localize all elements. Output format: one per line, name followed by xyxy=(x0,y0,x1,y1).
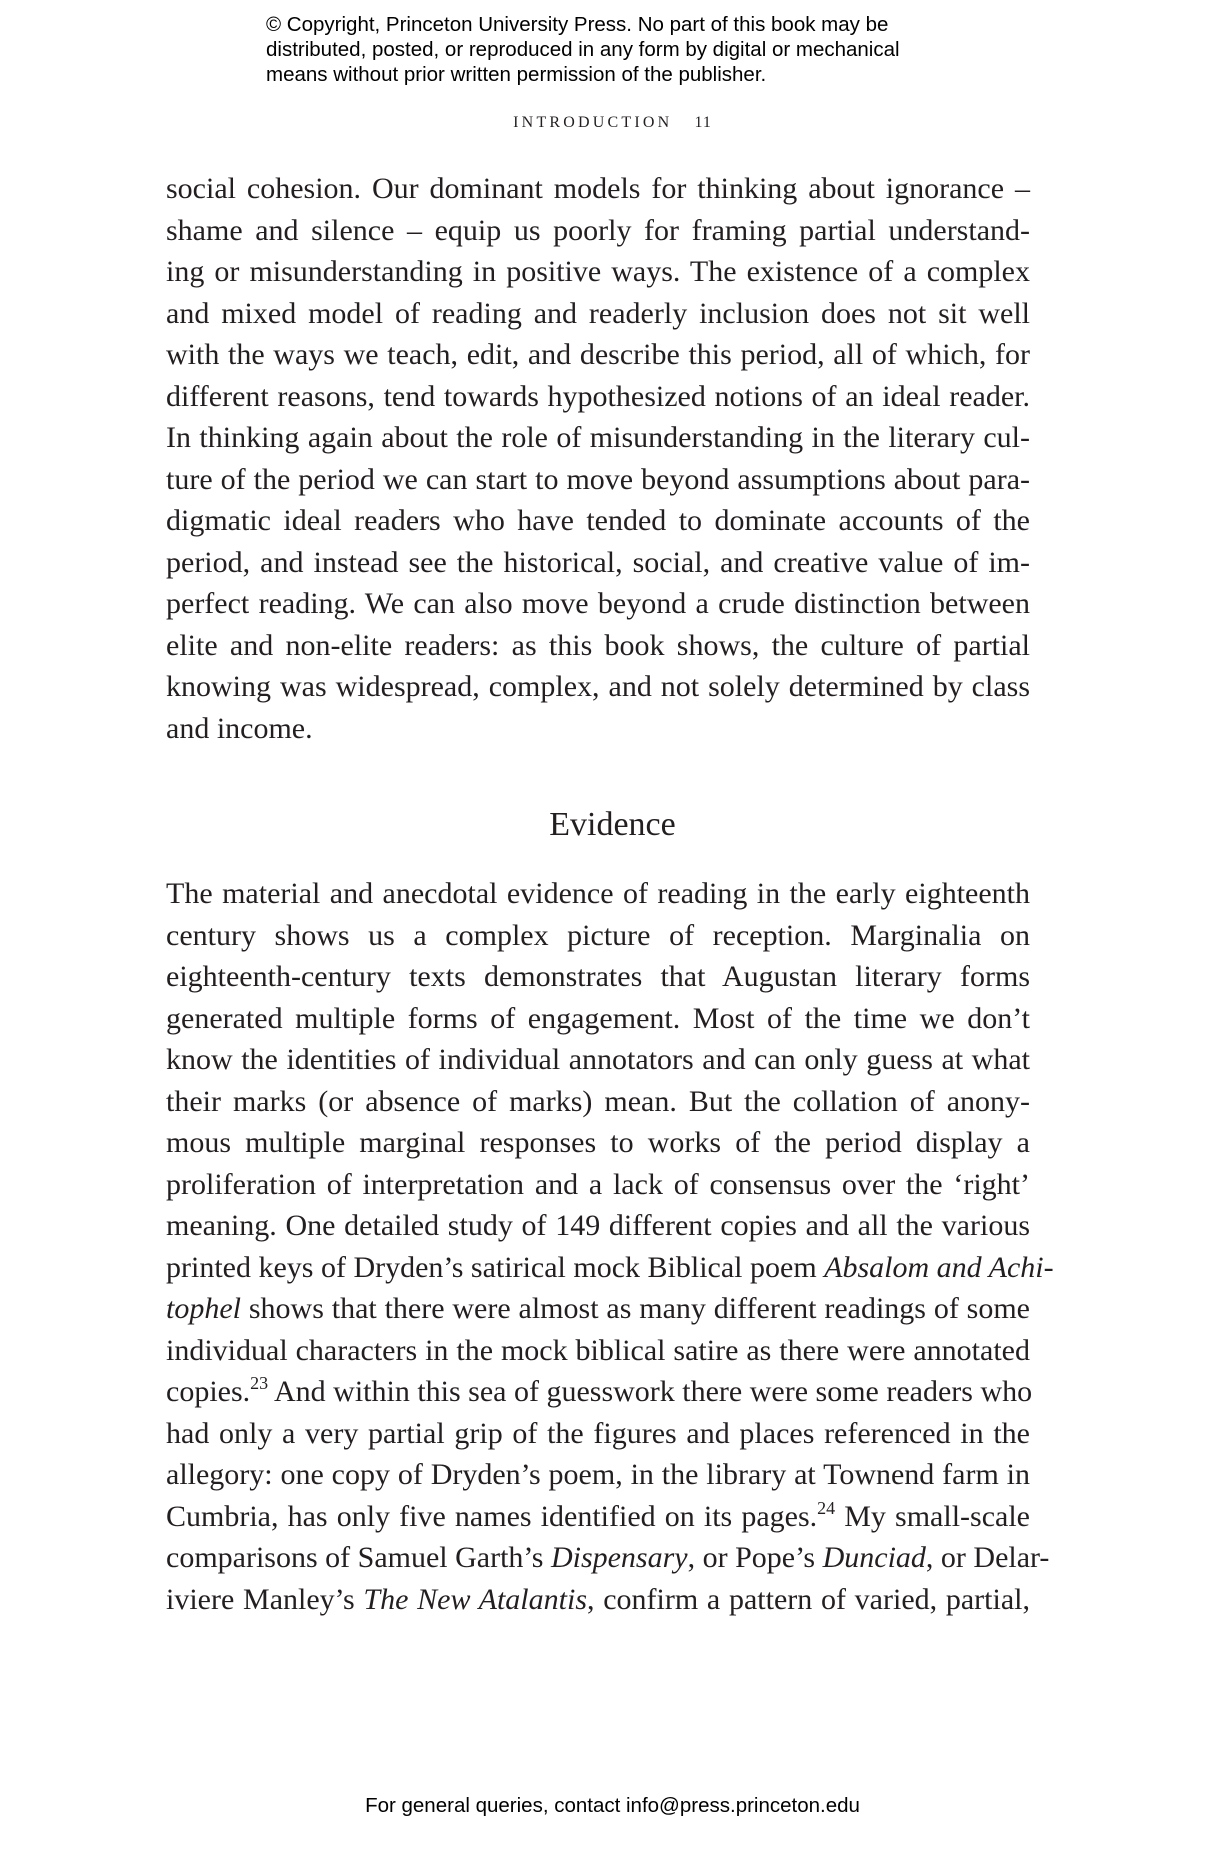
running-head-section: INTRODUCTION xyxy=(513,114,673,131)
book-title-dispensary: Dispensary xyxy=(550,1541,688,1574)
copyright-line: means without prior written permission of the publisher. xyxy=(266,63,767,86)
text-run: , or Pope’s xyxy=(687,1541,823,1574)
text-line xyxy=(166,1579,1030,1621)
copyright-line: distributed, posted, or reproduced in any form by digital or mechanical xyxy=(266,38,900,61)
text-line: knowing was widespread, complex, and not solely determined by class xyxy=(166,670,1030,703)
text-line: individual characters in the mock biblical satire as there were annotated xyxy=(166,1333,1030,1367)
text-run: iviere Manley’s xyxy=(166,1582,364,1616)
paragraph-2 xyxy=(166,873,1054,1620)
footnote-ref-23[interactable]: 23 xyxy=(250,1373,269,1393)
book-title-absalom: Absalom and Achi- xyxy=(824,1250,1054,1284)
copyright-line: © Copyright, Princeton University Press. No part of this book may be xyxy=(266,13,889,36)
contact-footer: For general queries, contact info@press.princeton.edu xyxy=(365,1794,860,1817)
text-line: eighteenth-century texts demonstrates that Augustan literary forms xyxy=(166,960,1030,993)
text-run: , confirm a pattern of varied, partial, xyxy=(587,1582,1030,1616)
book-title-new-atalantis: The New Atalantis xyxy=(363,1582,587,1616)
text-line xyxy=(166,1496,1030,1538)
text-run: , or Delar- xyxy=(925,1541,1050,1574)
text-line: digmatic ideal readers who have tended to dominate accounts of the xyxy=(166,504,1030,537)
text-line: perfect reading. We can also move beyond a crude distinction between xyxy=(166,587,1030,620)
text-line xyxy=(166,1247,1054,1289)
text-line: meaning. One detailed study of 149 different copies and all the various xyxy=(166,1209,1030,1242)
text-line: period, and instead see the historical, social, and creative value of im- xyxy=(166,545,1030,579)
text-line: The material and anecdotal evidence of reading in the early eighteenth xyxy=(166,877,1030,910)
text-line: and mixed model of reading and readerly inclusion does not sit well xyxy=(166,296,1030,330)
book-title-dunciad: Dunciad xyxy=(822,1541,926,1574)
text-line: allegory: one copy of Dryden’s poem, in the library at Townend farm in xyxy=(166,1458,1030,1491)
copyright-notice xyxy=(266,12,986,87)
text-run: comparisons of Samuel Garth’s xyxy=(166,1541,551,1574)
book-title-absalom-cont: tophel xyxy=(166,1292,241,1325)
paragraph-1 xyxy=(166,168,1030,749)
text-run: shows that there were almost as many different readings of some xyxy=(241,1292,1030,1325)
text-run: And within this sea of guesswork there were some readers who xyxy=(268,1375,1033,1408)
text-line: proliferation of interpretation and a lack of consensus over the ‘right’ xyxy=(166,1167,1030,1201)
text-line: generated multiple forms of engagement. Most of the time we don’t xyxy=(166,1001,1030,1035)
text-run: Cumbria, has only five names identified on its pages. xyxy=(166,1499,818,1533)
text-run: printed keys of Dryden’s satirical mock Biblical poem xyxy=(166,1250,825,1284)
text-line: different reasons, tend towards hypothesized notions of an ideal reader. xyxy=(166,379,1030,413)
text-line: their marks (or absence of marks) mean. But the collation of anony- xyxy=(166,1084,1030,1118)
text-line: and income. xyxy=(166,711,313,745)
text-line: know the identities of individual annotators and can only guess at what xyxy=(166,1043,1030,1076)
text-line: social cohesion. Our dominant models for thinking about ignorance – xyxy=(166,172,1030,205)
text-line xyxy=(166,1288,1030,1330)
text-line: mous multiple marginal responses to works of the period display a xyxy=(166,1126,1030,1159)
section-heading: Evidence xyxy=(549,806,676,843)
text-line: ing or misunderstanding in positive ways. The existence of a complex xyxy=(166,255,1030,288)
text-run: copies. xyxy=(166,1375,251,1408)
text-line: ture of the period we can start to move beyond assumptions about para- xyxy=(166,462,1030,496)
text-line: shame and silence – equip us poorly for framing partial understand- xyxy=(166,213,1030,247)
text-line: century shows us a complex picture of reception. Marginalia on xyxy=(166,918,1030,952)
footnote-ref-24[interactable]: 24 xyxy=(817,1497,836,1518)
text-line: with the ways we teach, edit, and describe this period, all of which, for xyxy=(166,338,1030,371)
running-head xyxy=(0,114,1225,132)
text-run: My small-scale xyxy=(835,1499,1030,1533)
text-line: elite and non-elite readers: as this book shows, the culture of partial xyxy=(166,628,1030,662)
text-line xyxy=(166,1371,1033,1413)
text-line: In thinking again about the role of misunderstanding in the literary cul- xyxy=(166,421,1030,454)
text-line xyxy=(166,1537,1050,1579)
text-line: had only a very partial grip of the figures and places referenced in the xyxy=(166,1416,1030,1450)
page-number: 11 xyxy=(694,114,712,131)
